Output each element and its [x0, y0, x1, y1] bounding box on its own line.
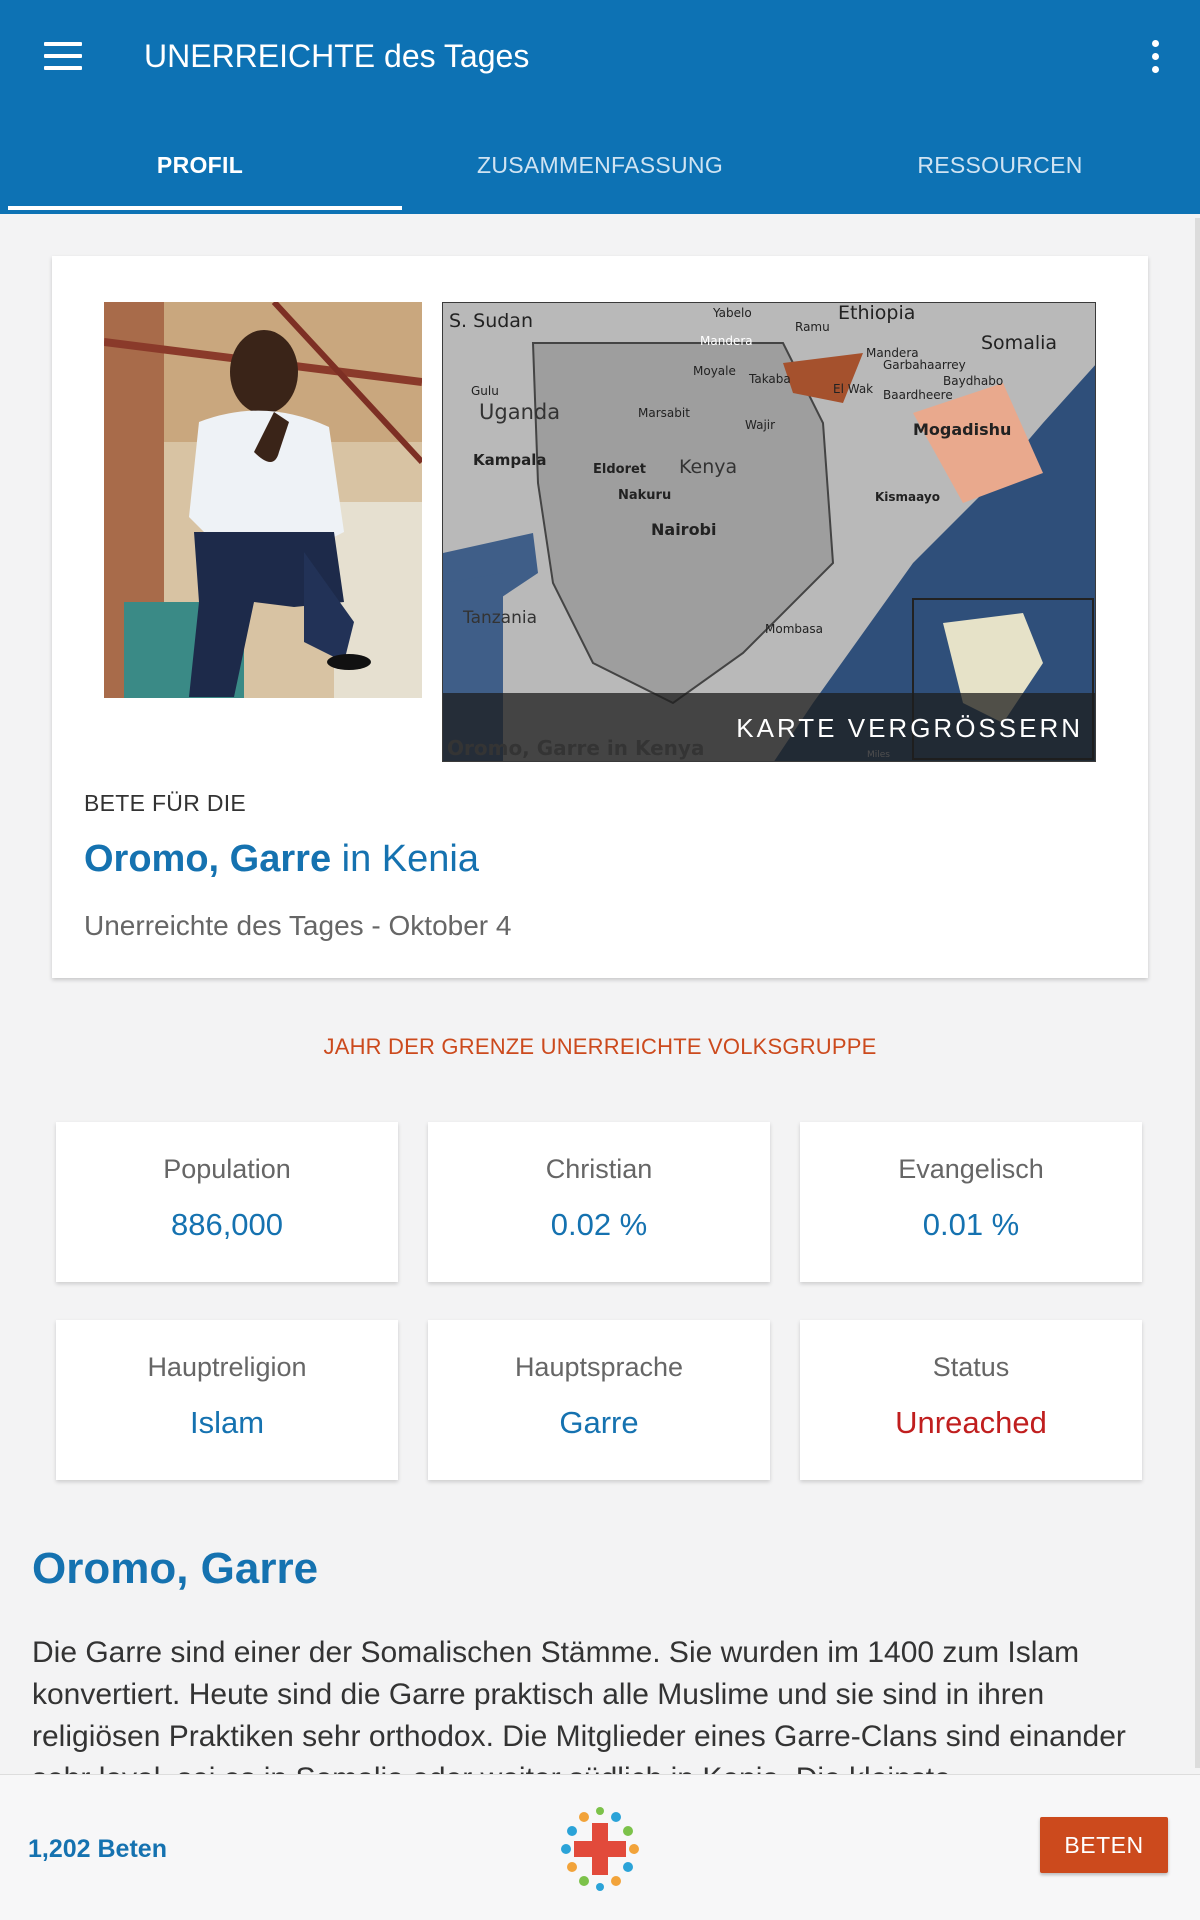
map-label-el-wak: El Wak	[833, 382, 874, 396]
people-group-link[interactable]	[84, 838, 479, 881]
tab-bar	[0, 132, 1200, 214]
map-label-nakuru: Nakuru	[618, 488, 672, 503]
stat-status	[800, 1320, 1142, 1480]
stat-label: Evangelisch	[898, 1154, 1044, 1184]
pray-for-label: BETE FÜR DIE	[84, 790, 247, 816]
description-text: Die Garre sind einer der Somalischen Stämme. Sie wurden im 1400 zum Islam konvertiert. Heute sind die Garre praktisch alle Muslime und sie sind in ihren religiösen Praktiken sehr orthodox. Die Mitglieder eines Garre-Clans sind einander	[32, 1636, 1126, 1753]
app-bar	[0, 0, 1200, 214]
stat-value: Garre	[559, 1405, 639, 1440]
map-label-takaba: Takaba	[749, 372, 791, 386]
map-label-baydhabo: Baydhabo	[943, 374, 1004, 388]
profile-card	[52, 256, 1148, 978]
date-line: Unerreichte des Tages - Oktober 4	[84, 910, 512, 941]
stat-value: 886,000	[170, 1207, 284, 1242]
map-label-mandera-ethiopia: Mandera	[700, 334, 753, 348]
stat-label: Christian	[545, 1154, 653, 1184]
map-label-garbahaarrey: Garbahaarrey	[883, 358, 966, 372]
stat-label: Hauptreligion	[147, 1352, 307, 1382]
tab-ressourcen[interactable]: RESSOURCEN	[917, 152, 1083, 178]
map-label-moyale: Moyale	[693, 364, 736, 378]
location-map[interactable]	[442, 302, 1096, 762]
map-label-baardheere: Baardheere	[883, 388, 953, 402]
pray-count: 1,202 Beten	[28, 1835, 167, 1863]
map-label-mogadishu: Mogadishu	[913, 420, 1012, 439]
map-label-sudan: S. Sudan	[449, 310, 533, 332]
map-label-yabelo: Yabelo	[713, 306, 752, 320]
map-label-eldoret: Eldoret	[593, 462, 647, 477]
app-logo-icon	[558, 1807, 642, 1891]
map-label-gulu: Gulu	[471, 384, 499, 398]
stat-label: Population	[163, 1154, 291, 1184]
pray-button[interactable]: BETEN	[1040, 1817, 1168, 1873]
map-label-kismaayo: Kismaayo	[875, 490, 940, 504]
map-label-uganda: Uganda	[479, 400, 561, 424]
stat-evangelical	[800, 1122, 1142, 1282]
more-options-icon[interactable]	[1140, 40, 1170, 80]
active-tab-indicator	[8, 206, 402, 210]
map-label-marsabit: Marsabit	[638, 406, 690, 420]
stat-label: Hauptsprache	[514, 1352, 684, 1382]
map-label-mombasa: Mombasa	[765, 622, 823, 636]
map-label-tanzania: Tanzania	[463, 608, 538, 628]
map-label-somalia: Somalia	[981, 332, 1058, 354]
stat-religion	[56, 1320, 398, 1480]
people-group-photo	[104, 302, 422, 698]
stat-value: Unreached	[895, 1405, 1047, 1440]
map-label-kampala: Kampala	[473, 451, 547, 469]
map-label-ethiopia: Ethiopia	[838, 303, 916, 324]
stat-label: Status	[932, 1352, 1010, 1382]
stat-value: 0.01 %	[922, 1207, 1020, 1242]
app-title: UNERREICHTE des Tages	[144, 38, 530, 74]
enlarge-map-button[interactable]: KARTE VERGRÖSSERN	[443, 693, 1096, 761]
people-group-name: Oromo, Garre	[84, 838, 332, 880]
scrollbar[interactable]	[1195, 218, 1200, 1768]
hamburger-menu-icon[interactable]	[44, 42, 84, 72]
stat-value: Islam	[189, 1405, 265, 1440]
stat-value: 0.02 %	[550, 1207, 648, 1242]
tab-zusammenfassung[interactable]: ZUSAMMENFASSUNG	[476, 152, 724, 178]
people-group-country: in Kenia	[331, 838, 479, 880]
map-label-kenya: Kenya	[679, 456, 738, 478]
map-label-nairobi: Nairobi	[651, 520, 717, 539]
map-label-wajir: Wajir	[745, 418, 776, 432]
stat-language	[428, 1320, 770, 1480]
stat-christian	[428, 1122, 770, 1282]
frontier-label: JAHR DER GRENZE UNERREICHTE VOLKSGRUPPE	[323, 1034, 877, 1059]
tab-profil[interactable]: PROFIL	[156, 152, 244, 178]
map-label-mandera-kenya: Mandera	[866, 346, 919, 360]
bottom-bar	[0, 1774, 1200, 1920]
section-title: Oromo, Garre	[32, 1544, 319, 1593]
stat-population	[56, 1122, 398, 1282]
map-label-ramu: Ramu	[795, 320, 830, 334]
